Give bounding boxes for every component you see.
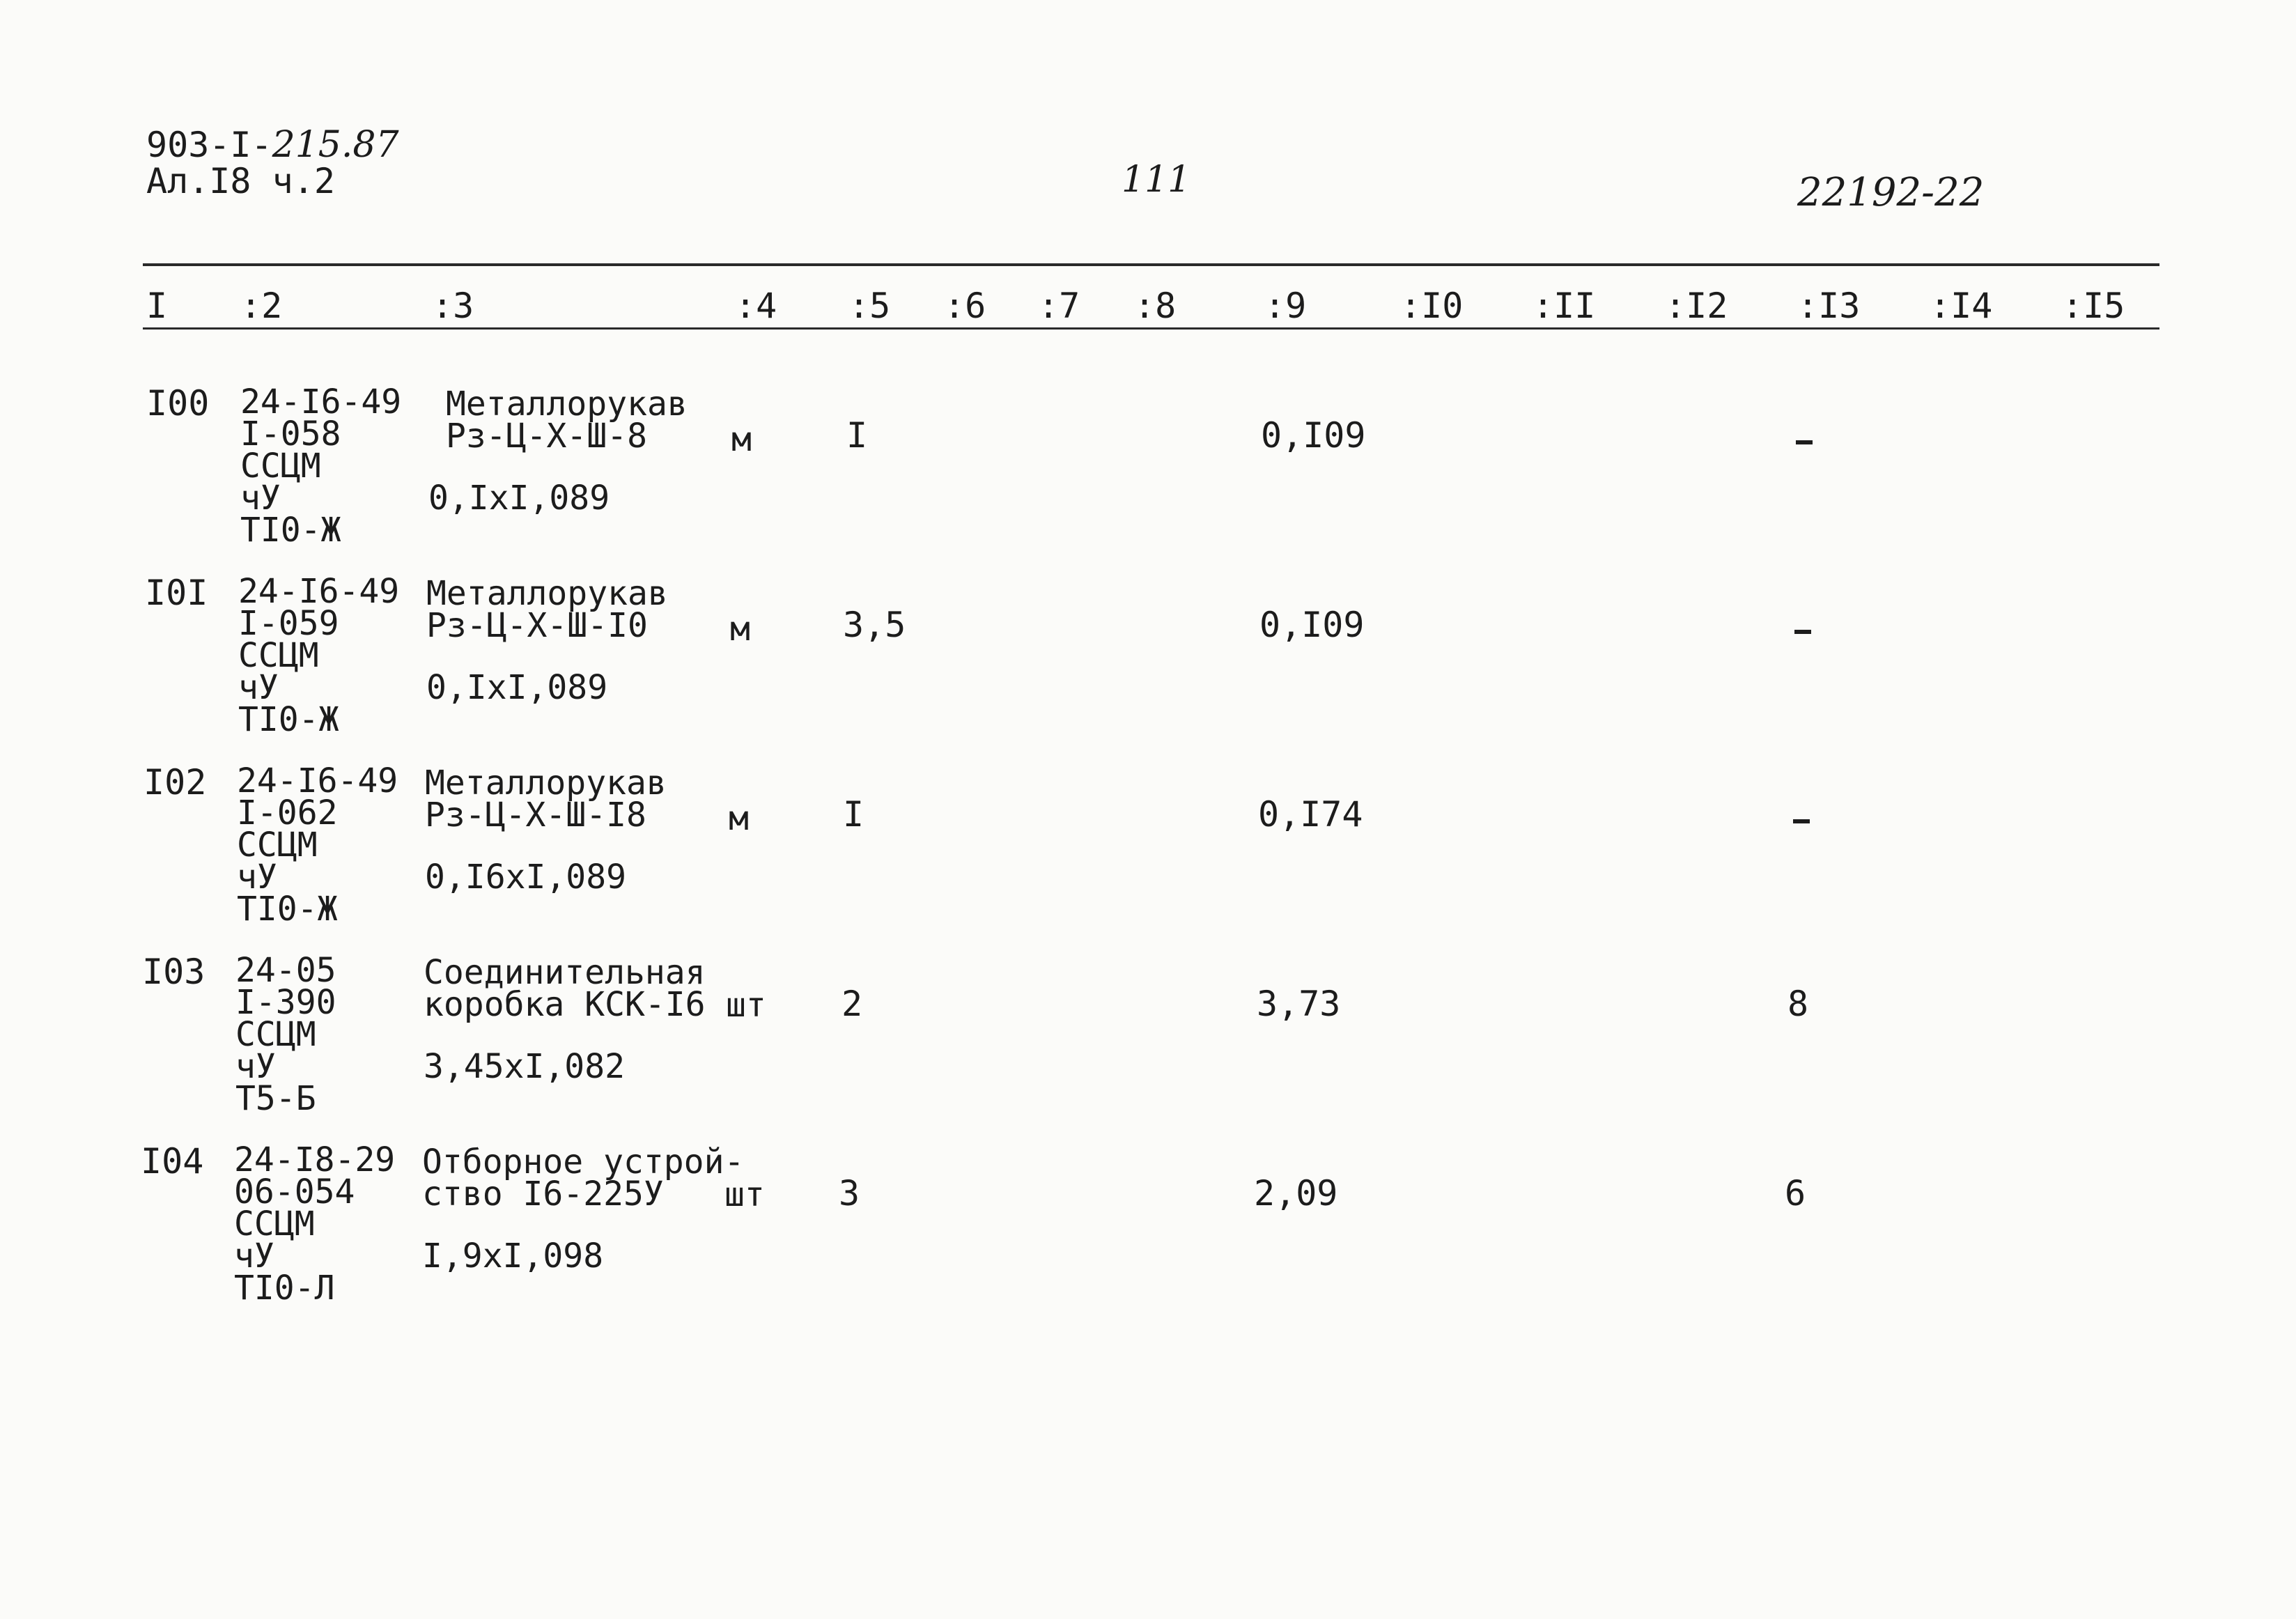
- row-number: I0I: [145, 573, 208, 613]
- column-header-10: :I0: [1400, 286, 1464, 326]
- code-line: ССЦМ: [234, 1204, 315, 1244]
- column-header-5: :5: [848, 286, 891, 326]
- column-header-4: :4: [735, 286, 777, 326]
- row-name: [446, 385, 688, 456]
- column-header-15: :I5: [2062, 286, 2125, 326]
- code-line: ССЦМ: [240, 447, 321, 486]
- row-formula: I,9xI,098: [422, 1237, 604, 1276]
- row-quantity: I: [843, 794, 864, 835]
- code-line: TI0-Л: [234, 1269, 335, 1308]
- code-line: 24-I6-49: [237, 761, 398, 800]
- row-quantity: 2: [841, 984, 863, 1024]
- archive-number: 22192-22: [1797, 170, 1985, 215]
- row-quantity: 3,5: [843, 605, 906, 645]
- row-unit: м: [731, 420, 752, 459]
- column-header-12: :I2: [1665, 286, 1728, 326]
- name-line: Отборное устрой-: [422, 1142, 745, 1182]
- table-top-rule: [143, 263, 2159, 266]
- code-line: ССЦМ: [237, 826, 318, 865]
- table-header-rule: [143, 327, 2159, 330]
- name-line: коробка КСК-I6: [424, 985, 706, 1024]
- column-header-2: :2: [240, 286, 283, 326]
- code-line: 24-I6-49: [238, 572, 400, 611]
- code-line: чУ: [235, 1047, 276, 1086]
- row-code: [238, 572, 400, 739]
- row-col13-dash: [1794, 630, 1811, 634]
- column-header-9: :9: [1264, 286, 1307, 326]
- row-number: I00: [146, 383, 210, 424]
- code-line: TI0-Ж: [238, 700, 339, 739]
- code-line: I-059: [238, 604, 339, 643]
- document-code: [146, 125, 399, 164]
- row-col13-dash: [1796, 440, 1813, 444]
- code-line: TI0-Ж: [240, 511, 341, 550]
- row-code: [234, 1140, 396, 1308]
- row-col13-value: 8: [1787, 984, 1809, 1024]
- row-formula: 3,45xI,082: [424, 1047, 625, 1086]
- column-header-11: :II: [1533, 286, 1596, 326]
- column-header-6: :6: [944, 286, 986, 326]
- column-header-8: :8: [1134, 286, 1177, 326]
- code-line: 24-I6-49: [240, 382, 402, 421]
- row-unit: м: [730, 610, 750, 649]
- row-price: 2,09: [1254, 1173, 1338, 1214]
- row-unit: шт: [726, 986, 766, 1025]
- name-line: Рз-Ц-Х-Ш-8: [446, 417, 647, 456]
- column-header-7: :7: [1038, 286, 1080, 326]
- row-col13-value: 6: [1785, 1173, 1806, 1214]
- row-number: I04: [141, 1141, 204, 1182]
- row-quantity: 3: [839, 1173, 860, 1214]
- name-line: Металлорукав: [446, 385, 688, 424]
- row-formula: 0,IxI,089: [426, 668, 608, 707]
- column-header-1: I: [146, 286, 168, 326]
- name-line: Металлорукав: [425, 764, 667, 803]
- document-code-handwritten: 215.87: [272, 124, 399, 166]
- name-line: ство I6-225У: [422, 1175, 664, 1214]
- row-code: [240, 382, 402, 550]
- page-number: 111: [1122, 159, 1191, 201]
- document-code-printed: 903-I-: [146, 125, 272, 165]
- name-line: Рз-Ц-Х-Ш-I8: [425, 796, 646, 835]
- name-line: Рз-Ц-Х-Ш-I0: [426, 606, 648, 645]
- name-line: Соединительная: [424, 953, 706, 992]
- row-quantity: I: [846, 415, 868, 456]
- row-name: [425, 764, 667, 835]
- album-label: Ал.I8 ч.2: [146, 161, 335, 201]
- code-line: 24-05: [235, 951, 336, 990]
- code-line: чУ: [237, 858, 277, 897]
- code-line: ССЦМ: [238, 636, 319, 675]
- row-code: [235, 951, 336, 1118]
- row-price: 0,I09: [1261, 415, 1366, 456]
- row-number: I03: [142, 952, 205, 992]
- row-name: [426, 574, 668, 645]
- row-price: 0,I74: [1258, 794, 1363, 835]
- row-formula: 0,IxI,089: [428, 479, 610, 518]
- row-number: I02: [144, 762, 207, 803]
- code-line: T5-Б: [235, 1079, 316, 1118]
- row-name: [424, 953, 706, 1024]
- code-line: I-058: [240, 415, 341, 454]
- row-formula: 0,I6xI,089: [425, 858, 626, 897]
- name-line: Металлорукав: [426, 574, 668, 613]
- code-line: 24-I8-29: [234, 1140, 396, 1179]
- code-line: чУ: [240, 479, 281, 518]
- row-col13-dash: [1793, 819, 1810, 823]
- code-line: I-062: [237, 793, 338, 832]
- row-unit: м: [729, 799, 749, 838]
- column-header-13: :I3: [1797, 286, 1861, 326]
- code-line: чУ: [238, 668, 279, 707]
- column-header-3: :3: [432, 286, 474, 326]
- code-line: 06-054: [234, 1172, 355, 1211]
- row-code: [237, 761, 398, 929]
- code-line: TI0-Ж: [237, 890, 338, 929]
- code-line: ССЦМ: [235, 1015, 316, 1054]
- row-unit: шт: [724, 1175, 765, 1214]
- code-line: чУ: [234, 1237, 274, 1276]
- column-header-14: :I4: [1930, 286, 1993, 326]
- row-price: 3,73: [1257, 984, 1341, 1024]
- code-line: I-390: [235, 983, 336, 1022]
- row-price: 0,I09: [1259, 605, 1365, 645]
